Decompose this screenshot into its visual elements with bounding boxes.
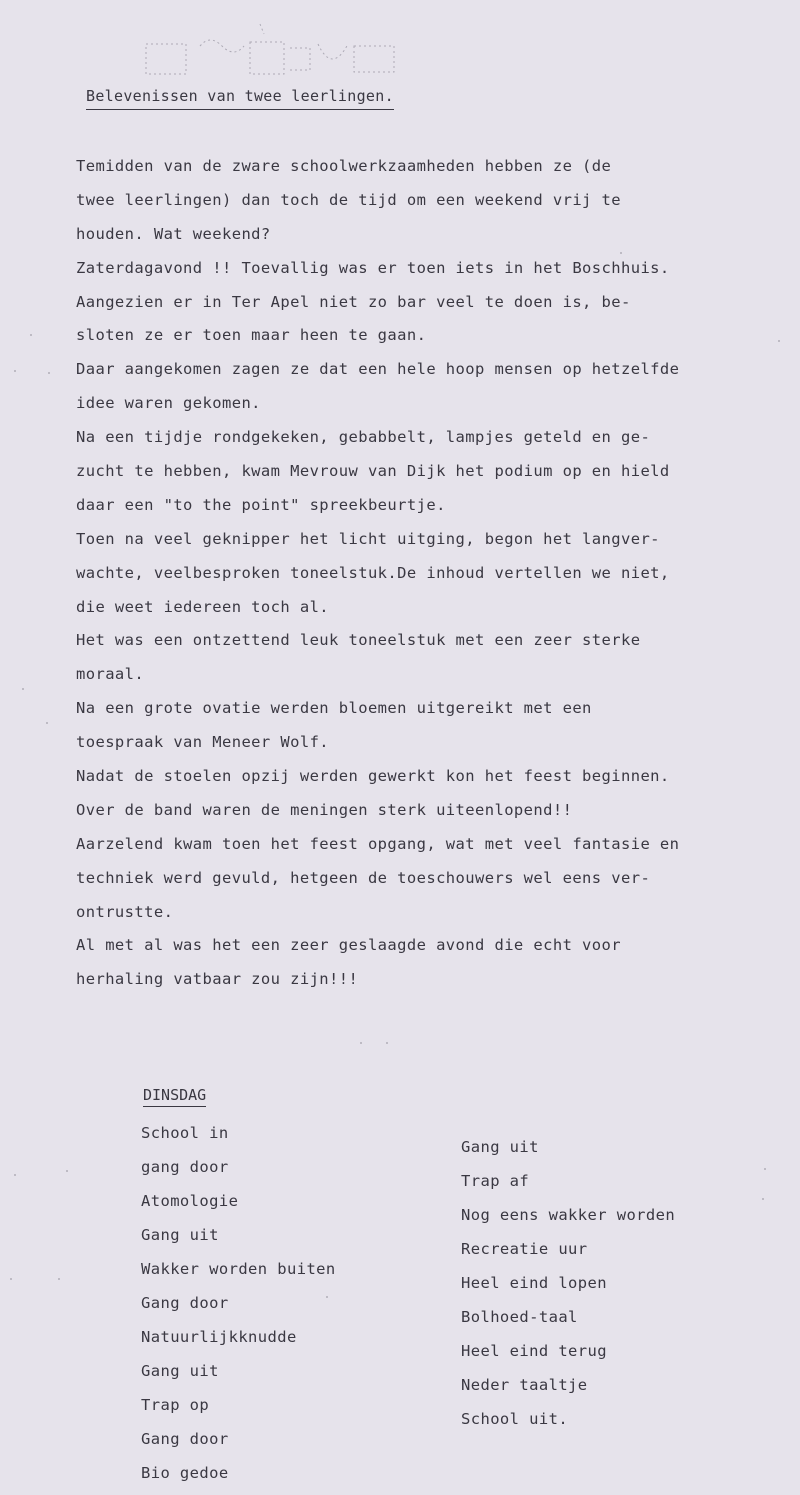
paper-speck bbox=[620, 252, 622, 254]
paper-speck bbox=[58, 1278, 60, 1280]
article-title: Belevenissen van twee leerlingen. bbox=[86, 86, 394, 110]
text-line: twee leerlingen) dan toch de tijd om een weekend vrij te bbox=[76, 190, 621, 209]
text-line: sloten ze er toen maar heen te gaan. bbox=[76, 326, 427, 345]
text-line: Aangezien er in Ter Apel niet zo bar veel te doen is, be- bbox=[76, 292, 631, 311]
text-line: idee waren gekomen. bbox=[76, 394, 261, 413]
text-line: daar een "to the point" spreekbeurtje. bbox=[76, 495, 446, 514]
schedule-item: gang door bbox=[141, 1158, 229, 1176]
text-line: Aarzelend kwam toen het feest opgang, wat met veel fantasie en bbox=[76, 834, 680, 853]
faded-stamp-graphic bbox=[140, 22, 420, 80]
schedule-item: School in bbox=[141, 1124, 229, 1142]
schedule-item: Gang uit bbox=[141, 1226, 219, 1244]
schedule-right-column bbox=[461, 1130, 675, 1436]
text-line: Al met al was het een zeer geslaagde avond die echt voor bbox=[76, 936, 621, 955]
text-line: moraal. bbox=[76, 665, 145, 684]
text-line: Temidden van de zware schoolwerkzaamheden hebben ze (de bbox=[76, 157, 612, 175]
paper-speck bbox=[14, 370, 16, 372]
text-line: Toen na veel geknipper het licht uitging, begon het langver- bbox=[76, 529, 660, 548]
text-line: Na een tijdje rondgekeken, gebabbelt, lampjes geteld en ge- bbox=[76, 428, 651, 447]
schedule-item: Neder taaltje bbox=[461, 1376, 588, 1394]
schedule-item: Natuurlijkknudde bbox=[141, 1328, 297, 1346]
paper-speck bbox=[762, 1198, 764, 1200]
schedule-item: Heel eind terug bbox=[461, 1342, 607, 1360]
text-line: Na een grote ovatie werden bloemen uitgereikt met een bbox=[76, 699, 592, 718]
paper-speck bbox=[778, 340, 780, 342]
paper-speck bbox=[326, 1296, 328, 1298]
schedule-item: Nog eens wakker worden bbox=[461, 1206, 676, 1224]
paper-speck bbox=[22, 688, 24, 690]
text-line: Daar aangekomen zagen ze dat een hele hoop mensen op hetzelfde bbox=[76, 360, 680, 379]
article-body bbox=[76, 150, 796, 997]
schedule-item: Heel eind lopen bbox=[461, 1274, 607, 1292]
schedule-item: Bolhoed-taal bbox=[461, 1308, 578, 1326]
text-line: Het was een ontzettend leuk toneelstuk met een zeer sterke bbox=[76, 631, 641, 650]
schedule-item: Bio gedoe bbox=[141, 1464, 229, 1482]
schedule-item: Gang door bbox=[141, 1430, 229, 1448]
schedule-heading: DINSDAG bbox=[143, 1085, 206, 1107]
paper-speck bbox=[360, 1042, 362, 1044]
text-line: wachte, veelbesproken toneelstuk.De inhoud vertellen we niet, bbox=[76, 563, 670, 582]
schedule-item: School uit. bbox=[461, 1410, 569, 1428]
schedule-left-column bbox=[141, 1116, 336, 1490]
schedule-item: Gang uit bbox=[461, 1138, 539, 1156]
text-line: houden. Wat weekend? bbox=[76, 224, 271, 243]
text-line: Over de band waren de meningen sterk uiteenlopend!! bbox=[76, 800, 573, 819]
text-line: herhaling vatbaar zou zijn!!! bbox=[76, 970, 359, 989]
schedule-item: Trap af bbox=[461, 1172, 530, 1190]
schedule-item: Gang uit bbox=[141, 1362, 219, 1380]
paper-speck bbox=[386, 1042, 388, 1044]
paper-speck bbox=[66, 1170, 68, 1172]
text-line: ontrustte. bbox=[76, 902, 174, 921]
paper-speck bbox=[46, 722, 48, 724]
schedule-item: Trap op bbox=[141, 1396, 210, 1414]
schedule-item: Atomologie bbox=[141, 1192, 239, 1210]
text-line: toespraak van Meneer Wolf. bbox=[76, 733, 330, 752]
paper-speck bbox=[764, 1168, 766, 1170]
paper-speck bbox=[48, 372, 50, 374]
text-line: Zaterdagavond !! Toevallig was er toen iets in het Boschhuis. bbox=[76, 258, 670, 277]
schedule-item: Wakker worden buiten bbox=[141, 1260, 336, 1278]
schedule-item: Recreatie uur bbox=[461, 1240, 588, 1258]
text-line: techniek werd gevuld, hetgeen de toeschouwers wel eens ver- bbox=[76, 868, 651, 887]
paper-speck bbox=[10, 1278, 12, 1280]
paper-speck bbox=[30, 334, 32, 336]
schedule-item: Gang door bbox=[141, 1294, 229, 1312]
paper-speck bbox=[14, 1174, 16, 1176]
text-line: Nadat de stoelen opzij werden gewerkt kon het feest beginnen. bbox=[76, 767, 670, 786]
text-line: die weet iedereen toch al. bbox=[76, 597, 330, 616]
text-line: zucht te hebben, kwam Mevrouw van Dijk het podium op en hield bbox=[76, 462, 670, 481]
